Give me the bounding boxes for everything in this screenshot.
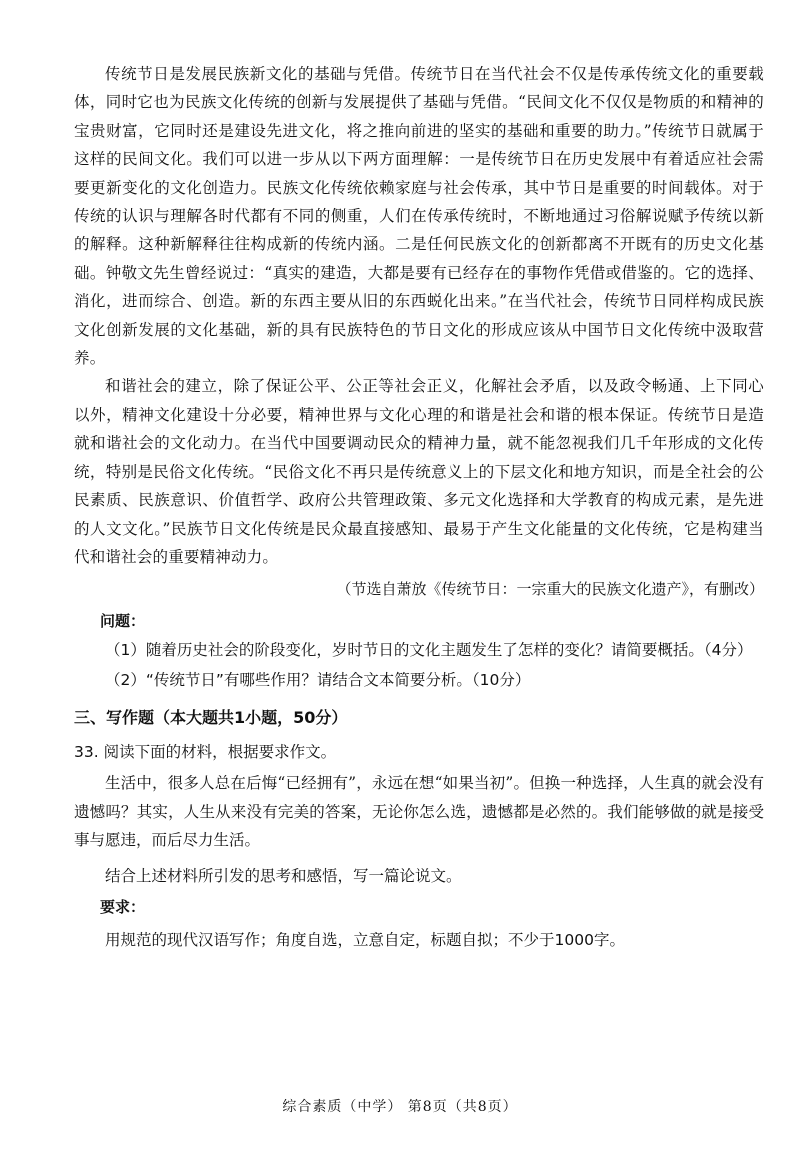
writing-task: 结合上述材料所引发的思考和感悟，写一篇论说文。 xyxy=(105,866,462,885)
passage-paragraph-2: 和谐社会的建立，除了保证公平、公正等社会正义，化解社会矛盾，以及政令畅通、上下同心以外，精神文化建设十分必要，精神世界与文化心理的和谐是社会和谐的根本保证。传统节日是造就和谐社会的文化动力。在当代中国要调动民众的精神力量，就不能忽视我们几千年形成的文化传统，特别是民俗文化传统。“民俗文化不再只是传统意义上的下层文化和地方知识，而是全社会的公民素质、民族意识、价值哲学、政府公共管理政策、多元文化选择和大学教育的构成元素，是先进的人文文化。”民族节日文化传统是民众最直接感知、最易于产生文化能量的文化传统，它是构建当代和谐社会的重要精神动力。 xyxy=(74,377,764,566)
page-content xyxy=(74,60,764,955)
questions-heading: 问题： xyxy=(100,612,146,631)
question-1: （1）随着历史社会的阶段变化，岁时节日的文化主题发生了怎样的变化？请简要概括。（4分） xyxy=(105,641,753,660)
writing-material: 生活中，很多人总在后悔“已经拥有”，永远在想“如果当初”。但换一种选择，人生真的就会没有遗憾吗？其实，人生从来没有完美的答案，无论你怎么选，遗憾都是必然的。我们能够做的就是接受事与愿违，而后尽力生活。 xyxy=(74,774,764,850)
passage-source: （节选自萧放《传统节日：一宗重大的民族文化遗产》，有删改） xyxy=(336,580,764,599)
passage-paragraph-1: 传统节日是发展民族新文化的基础与凭借。传统节日在当代社会不仅是传承传统文化的重要载体，同时它也为民族文化传统的创新与发展提供了基础与凭借。“民间文化不仅仅是物质的和精神的宝贵财富，它同时还是建设先进文化，将之推向前进的坚实的基础和重要的助力。”传统节日就属于这样的民间文化。我们可以进一步从以下两方面理解：一是传统节日在历史发展中有着适应社会需要更新变化的文化创造力。民族文化传统依赖家庭与社会传承，其中节日是重要的时间载体。对于传统的认识与理解各时代都有不同的侧重，人们在传承传统时，不断地通过习俗解说赋予传统以新的解释。这种新解释往往构成新的传统内涵。二是任何民族文化的创新都离不开既有的历史文化基础。钟敬文先生曾经说过：“真实的建造，大都是要有已经存在的事物作凭借或借鉴的。它的选择、消化，进而综合、创造。新的东西主要从旧的东西蜕化出来。”在当代社会，传统节日同样构成民族文化创新发展的文化基础，新的具有民族特色的节日文化的形成应该从中国节日文化传统中汲取营养。 xyxy=(74,65,764,368)
question-2: （2）“传统节日”有哪些作用？请结合文本简要分析。（10分） xyxy=(105,671,531,690)
writing-section-title: 三、写作题（本大题共1小题，50分） xyxy=(74,708,348,728)
requirements-text: 用规范的现代汉语写作；角度自选，立意自定，标题自拟；不少于1000字。 xyxy=(105,930,625,949)
page-footer: 综合素质（中学） 第8页（共8页） xyxy=(282,1099,518,1115)
writing-item-33: 33. 阅读下面的材料，根据要求作文。 xyxy=(74,743,337,762)
requirements-label: 要求： xyxy=(100,897,146,916)
